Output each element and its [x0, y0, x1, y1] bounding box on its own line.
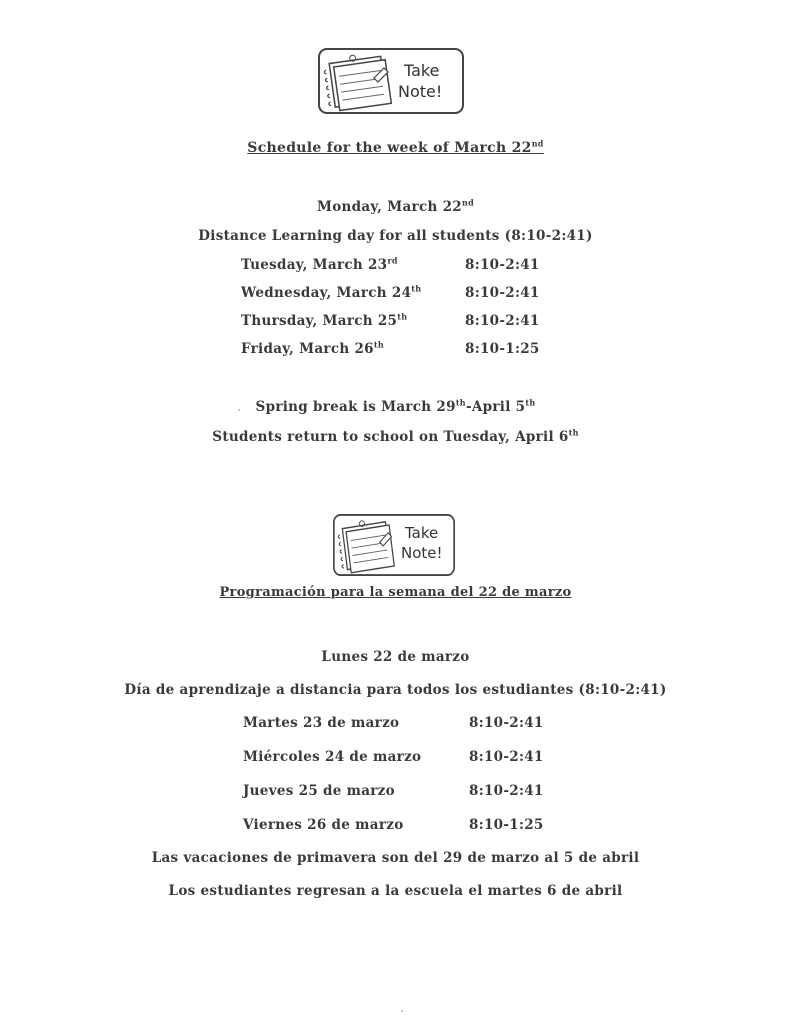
spanish-spring-break: Las vacaciones de primavera son del 29 de marzo al 5 de abril — [151, 850, 640, 866]
spring-sup-1: th — [455, 397, 466, 408]
english-monday-sup: nd — [462, 197, 475, 208]
spanish-row-day: Martes 23 de marzo — [243, 715, 400, 731]
english-row-day — [241, 285, 421, 301]
row-day-text: Tuesday, March 23 — [241, 257, 388, 273]
row-day-sup: th — [411, 283, 422, 294]
english-row-time: 8:10-1:25 — [465, 341, 540, 357]
english-monday-heading — [0, 199, 791, 215]
return-text: Students return to school on Tuesday, April 6 — [212, 429, 569, 445]
spanish-row-time: 8:10-2:41 — [469, 749, 544, 765]
return-sup: th — [568, 427, 579, 438]
spanish-row-time: 8:10-2:41 — [469, 783, 544, 799]
english-monday-text: Monday, March 22 — [316, 199, 462, 215]
english-row-day — [241, 313, 407, 329]
spanish-row-time: 8:10-1:25 — [469, 817, 544, 833]
english-title-text: Schedule for the week of March 22 — [247, 140, 532, 156]
row-day-text: Wednesday, March 24 — [241, 285, 412, 301]
english-distance-line: Distance Learning day for all students (8:10-2:41) — [198, 228, 593, 244]
scan-speck — [238, 409, 240, 411]
row-day-sup: th — [373, 339, 384, 350]
spanish-row-day: Miércoles 24 de marzo — [243, 749, 422, 765]
spanish-return: Los estudiantes regresan a la escuela el martes 6 de abril — [168, 883, 623, 899]
english-row-time: 8:10-2:41 — [465, 257, 540, 273]
english-row-day — [241, 257, 398, 273]
spring-text-b: -April 5 — [465, 399, 526, 415]
spanish-row-day: Viernes 26 de marzo — [243, 817, 404, 833]
logo-text-take: Take — [405, 524, 439, 542]
english-title — [0, 140, 791, 156]
logo-text-take: Take — [404, 61, 440, 80]
row-day-sup: th — [397, 311, 408, 322]
english-row-time: 8:10-2:41 — [465, 285, 540, 301]
row-day-text: Thursday, March 25 — [241, 313, 398, 329]
spanish-title: Programación para la semana del 22 de marzo — [219, 585, 572, 600]
english-return — [0, 429, 791, 445]
notebook-icon — [318, 48, 464, 114]
scan-speck — [401, 1010, 403, 1012]
english-row-day — [241, 341, 384, 357]
row-day-sup: rd — [387, 255, 398, 266]
spanish-monday-heading: Lunes 22 de marzo — [321, 649, 470, 665]
english-spring-break — [0, 399, 791, 415]
logo-text-note: Note! — [398, 82, 443, 101]
spring-sup-2: th — [525, 397, 536, 408]
logo-text-note: Note! — [401, 544, 443, 562]
english-row-time: 8:10-2:41 — [465, 313, 540, 329]
take-note-logo — [318, 48, 464, 114]
spanish-row-time: 8:10-2:41 — [469, 715, 544, 731]
english-title-sup: nd — [531, 138, 544, 149]
spanish-row-day: Jueves 25 de marzo — [243, 783, 395, 799]
row-day-text: Friday, March 26 — [241, 341, 374, 357]
take-note-logo — [333, 514, 455, 576]
spring-text-a: Spring break is March 29 — [255, 399, 456, 415]
spanish-distance-line: Día de aprendizaje a distancia para todos los estudiantes (8:10-2:41) — [124, 682, 667, 698]
